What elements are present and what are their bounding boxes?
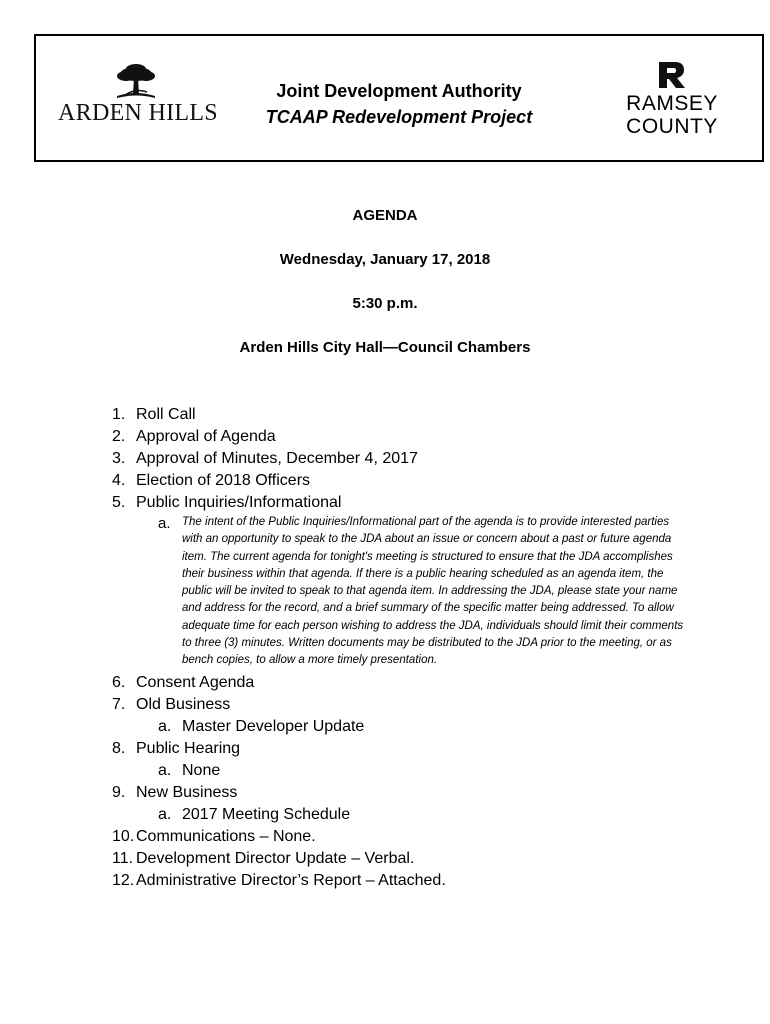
header-box: [34, 34, 764, 162]
agenda-item: [112, 404, 692, 426]
agenda-item-label: Communications – None.: [136, 827, 316, 845]
meeting-date: Wednesday, January 17, 2018: [279, 251, 491, 268]
meeting-info: [0, 206, 770, 382]
sub-item-text: None: [182, 761, 221, 779]
meeting-location: Arden Hills City Hall—Council Chambers: [239, 339, 531, 356]
agenda-item-number: 7.: [112, 695, 126, 713]
ramsey-logo-line1: RAMSEY: [626, 92, 718, 115]
agenda-list: [112, 404, 692, 892]
agenda-item-number: 10.: [112, 827, 135, 845]
agenda-item-label: Old Business: [136, 695, 231, 713]
sub-item: [112, 716, 692, 738]
sub-item-letter: a.: [158, 761, 172, 779]
public-inquiries-note: [112, 514, 687, 672]
sub-item-letter: a.: [158, 717, 172, 735]
agenda-item: [112, 694, 692, 716]
agenda-item-label: New Business: [136, 783, 238, 801]
agenda-item-number: 11.: [112, 849, 134, 867]
agenda-item: [112, 870, 692, 892]
agenda-item: [112, 848, 692, 870]
agenda-item: [112, 782, 692, 804]
agenda-item-number: 6.: [112, 673, 126, 691]
sub-item: [112, 760, 692, 782]
meeting-time: 5:30 p.m.: [352, 295, 418, 312]
sub-item-letter: a.: [158, 805, 172, 823]
sub-item-letter: a.: [158, 515, 171, 532]
agenda-item-label: Roll Call: [136, 406, 196, 423]
sub-item-text: 2017 Meeting Schedule: [182, 805, 351, 823]
agenda-item-label: Public Hearing: [136, 739, 241, 757]
agenda-item: [112, 470, 692, 492]
agenda-item: [112, 448, 692, 470]
ramsey-r-icon: [655, 58, 689, 92]
agenda-item-number: 12.: [112, 871, 135, 889]
agenda-item-number: 5.: [112, 494, 126, 511]
sub-item: [112, 804, 692, 826]
agenda-item: [112, 738, 692, 760]
agenda-item: [112, 826, 692, 848]
agenda-item-number: 2.: [112, 428, 126, 445]
agenda-item-label: Public Inquiries/Informational: [136, 494, 342, 511]
agenda-item-number: 4.: [112, 472, 126, 489]
agenda-item-number: 9.: [112, 783, 126, 801]
project-title: TCAAP Redevelopment Project: [265, 107, 533, 127]
ramsey-county-logo: [622, 58, 722, 148]
ramsey-logo-line2: COUNTY: [626, 115, 718, 138]
agenda-item-number: 1.: [112, 406, 126, 423]
agenda-item-label: Approval of Agenda: [136, 428, 276, 445]
agenda-item: [112, 492, 692, 514]
agenda-item-label: Election of 2018 Officers: [136, 472, 311, 489]
org-title: Joint Development Authority: [276, 81, 522, 101]
agenda-item-label: Administrative Director’s Report – Attached.: [136, 871, 446, 889]
agenda-item-number: 8.: [112, 739, 126, 757]
sub-item-text: Master Developer Update: [182, 717, 365, 735]
agenda-heading: AGENDA: [352, 207, 418, 224]
agenda-item-number: 3.: [112, 450, 126, 467]
agenda-item-label: Development Director Update – Verbal.: [136, 849, 415, 867]
arden-hills-logo-text: ARDEN HILLS: [58, 100, 218, 126]
agenda-item: [112, 426, 692, 448]
agenda-item: [112, 672, 692, 694]
agenda-item-label: Approval of Minutes, December 4, 2017: [136, 450, 418, 467]
sub-item-text: The intent of the Public Inquiries/Informational part of the agenda is to provide interested parties with an opportunity to speak to the JDA about an issue or concern about a past or future agenda item. The current agenda for tonight's meeting is structured to ensure that the JDA accomplishes their business within that agenda. If there is a public hearing scheduled as an agenda item, the public will be invited to speak to that agenda item. In addressing the JDA, please state your name and address for the record, and a brief summary of the specific matter being addressed. To allow adequate time for each person wishing to address the JDA, individuals should limit their comments to three (3) minutes. Written documents may be distributed to the JDA prior to the meeting, or as bench copies, to allow a more timely presentation.: [182, 516, 684, 667]
agenda-item-label: Consent Agenda: [136, 673, 255, 691]
